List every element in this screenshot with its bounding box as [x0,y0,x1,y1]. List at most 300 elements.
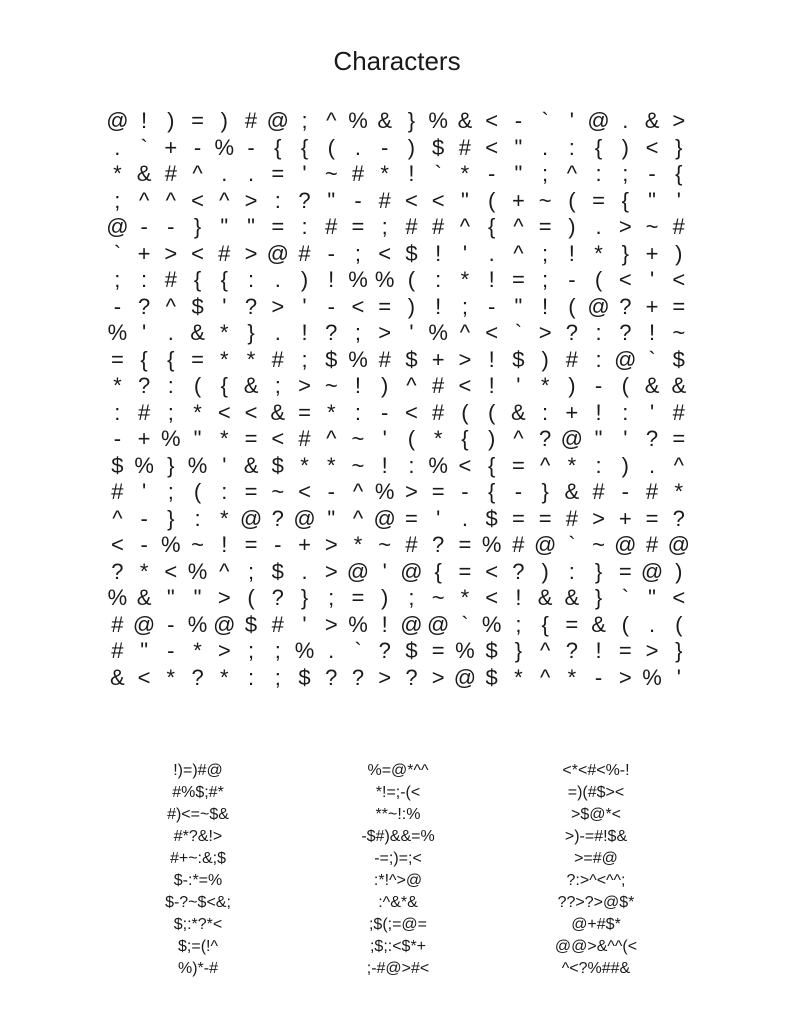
grid-cell: = [431,479,445,505]
grid-cell: ( [487,399,496,425]
grid-cell: ? [538,426,552,452]
grid-cell: ( [568,187,576,213]
word-item: **~!:% [375,806,421,823]
grid-cell: - [193,134,202,160]
grid-cell: ~ [324,373,338,399]
grid-cell: ~ [538,187,552,213]
grid-cell: @ [427,611,450,637]
grid-cell: % [642,664,662,690]
grid-row [104,400,692,427]
grid-cell: % [428,452,448,478]
grid-row [104,267,692,294]
grid-cell: ( [621,611,629,637]
grid-cell: ? [137,373,151,399]
grid-cell: > [271,293,285,319]
grid-cell: > [458,346,472,372]
grid-cell: < [191,187,204,213]
grid-cell: ~ [324,161,338,187]
grid-cell: : [568,558,575,584]
grid-row [104,214,692,241]
grid-cell: = [645,505,659,531]
grid-cell: ' [222,293,227,319]
grid-cell: ) [568,373,576,399]
grid-cell: ? [137,293,151,319]
grid-cell: % [348,108,368,134]
grid-cell: ) [381,373,389,399]
grid-cell: @ [213,611,236,637]
grid-cell: % [428,108,448,134]
grid-row [104,559,692,586]
word-item: $-:*=% [173,872,223,889]
grid-cell: ! [328,267,335,293]
grid-cell: * [220,664,229,690]
grid-cell: & [644,108,660,134]
grid-cell: = [458,532,472,558]
grid-cell: ( [568,293,576,319]
grid-cell: - [327,479,335,505]
grid-cell: - [568,267,576,293]
grid-cell: = [244,426,258,452]
grid-cell: * [326,399,336,425]
grid-cell: - [247,134,255,160]
grid-cell: & [644,373,660,399]
grid-cell: { [594,134,603,160]
grid-cell: * [540,373,550,399]
grid-cell: ? [325,664,338,690]
grid-cell: $ [271,558,284,584]
grid-cell: - [140,505,148,531]
grid-cell: $ [405,240,418,266]
grid-cell: # [271,611,284,637]
word-item: -=;)=;< [374,850,422,867]
word-item: :^&*& [378,894,418,911]
grid-cell: @ [400,558,423,584]
grid-cell: ` [568,532,576,558]
grid-cell: ^ [459,320,471,346]
word-item: @+#$* [571,916,621,933]
grid-cell: " [514,161,523,187]
grid-cell: ! [221,532,228,558]
grid-cell: < [271,426,285,452]
grid-cell: ) [300,267,309,293]
grid-cell: : [247,267,255,293]
grid-cell: : [247,664,255,690]
grid-cell: # [325,214,338,240]
grid-cell: + [137,240,151,266]
grid-cell: + [298,532,311,558]
grid-cell: * [246,346,256,372]
grid-cell: : [167,373,174,399]
grid-cell: { [461,426,469,452]
grid-cell: ' [382,426,387,452]
grid-row [104,161,692,188]
grid-cell: & [591,611,606,637]
grid-cell: * [674,479,684,505]
grid-cell: # [565,505,578,531]
grid-cell: < [244,399,258,425]
grid-cell: # [271,346,284,372]
grid-cell: - [381,399,389,425]
grid-cell: . [114,134,121,160]
grid-cell: : [595,452,602,478]
grid-cell: ' [142,479,147,505]
grid-cell: ? [351,664,365,690]
grid-cell: ~ [271,479,285,505]
grid-cell: : [354,399,362,425]
grid-cell: ? [378,638,391,664]
grid-cell: > [217,585,231,611]
grid-cell: & [243,452,259,478]
grid-cell: * [220,320,229,346]
grid-cell: ~ [351,426,365,452]
grid-cell: : [622,399,629,425]
grid-cell: ( [407,426,416,452]
grid-cell: ? [645,426,659,452]
grid-cell: # [672,214,685,240]
grid-cell: @ [587,293,610,319]
grid-cell: + [645,293,659,319]
grid-cell: % [481,611,502,637]
grid-cell: ^ [165,293,176,319]
grid-cell: # [645,532,659,558]
grid-cell: - [140,532,148,558]
grid-cell: ' [649,399,655,425]
grid-cell: { [193,267,202,293]
word-item: %)*-# [177,960,218,977]
grid-cell: ~ [592,532,606,558]
grid-cell: - [327,293,335,319]
grid-cell: ; [114,187,121,213]
grid-cell: ; [301,346,308,372]
grid-cell: ; [167,399,174,425]
grid-cell: { [487,214,496,240]
grid-cell: : [568,134,575,160]
grid-cell: ; [301,108,308,134]
word-item: ^<?%##& [561,960,631,977]
grid-cell: $ [432,134,445,160]
word-item: ?:>^<^^; [566,872,626,889]
grid-cell: ^ [539,638,551,664]
word-item: ;$;:<$*+ [369,938,427,955]
grid-cell: % [374,479,395,505]
grid-cell: . [461,505,468,531]
grid-cell: = [351,585,365,611]
grid-row [104,294,692,321]
grid-cell: ) [621,452,629,478]
grid-cell: ; [408,585,415,611]
grid-cell: + [645,240,659,266]
grid-cell: ? [325,320,338,346]
word-item: #*?&!> [173,828,223,845]
grid-cell: @ [266,240,289,266]
grid-row [104,426,692,453]
grid-cell: % [348,267,368,293]
grid-cell: ` [113,240,122,266]
grid-cell: = [458,558,472,584]
grid-cell: + [511,187,525,213]
grid-cell: + [431,346,445,372]
grid-cell: * [166,664,176,690]
grid-cell: . [622,108,629,134]
grid-cell: { [675,161,683,187]
grid-row [104,373,692,400]
grid-cell: - [167,611,175,637]
word-item: :*!^>@ [373,872,423,889]
grid-row [104,585,692,612]
grid-cell: ? [191,664,204,690]
grid-cell: * [460,267,470,293]
word-column-3 [486,760,706,980]
grid-cell: + [565,399,579,425]
grid-cell: > [324,611,338,637]
grid-cell: * [193,638,202,664]
grid-cell: : [542,399,549,425]
grid-cell: > [217,638,231,664]
grid-cell: % [187,611,208,637]
word-item: ;$(;=@= [368,916,428,933]
grid-cell: ` [621,585,629,611]
grid-cell: . [301,558,308,584]
grid-cell: ^ [112,505,123,531]
grid-cell: @ [266,108,289,134]
grid-cell: ( [407,267,416,293]
word-column-1 [88,760,308,980]
grid-cell: > [324,532,338,558]
grid-cell: - [514,479,523,505]
grid-cell: < [485,558,499,584]
grid-cell: = [271,214,285,240]
grid-cell: # [111,611,124,637]
grid-cell: = [565,611,579,637]
grid-cell: ; [622,161,629,187]
grid-cell: * [353,532,363,558]
grid-cell: : [595,346,602,372]
grid-cell: & [564,479,580,505]
grid-cell: > [164,240,178,266]
grid-cell: = [672,293,686,319]
grid-cell: - [113,426,122,452]
grid-cell: @ [560,426,584,452]
grid-cell: ^ [673,452,684,478]
grid-row [104,479,692,506]
grid-cell: > [618,214,632,240]
grid-cell: + [618,505,632,531]
grid-cell: % [455,638,475,664]
grid-cell: - [461,479,469,505]
grid-cell: @ [132,611,156,637]
grid-cell: $ [485,505,498,531]
grid-cell: ' [302,611,307,637]
grid-cell: < [485,108,499,134]
grid-cell: " [220,214,229,240]
grid-row [104,665,692,692]
grid-cell: > [405,479,418,505]
word-item: #)<=~$& [167,806,229,823]
grid-cell: & [377,108,393,134]
grid-cell: { [140,346,148,372]
grid-cell: . [542,134,549,160]
grid-cell: ~ [191,532,204,558]
grid-cell: < [405,399,418,425]
grid-cell: @ [640,558,664,584]
grid-cell: ~ [351,452,365,478]
grid-cell: ) [675,240,683,266]
grid-cell: } [594,585,603,611]
grid-cell: $ [672,346,685,372]
grid-cell: ! [488,373,495,399]
grid-cell: ^ [513,426,524,452]
grid-cell: ! [648,320,656,346]
grid-cell: @ [293,505,316,531]
grid-cell: ? [298,187,311,213]
grid-cell: ) [381,585,389,611]
grid-cell: < [672,585,686,611]
grid-cell: > [244,187,258,213]
grid-cell: ^ [326,426,337,452]
grid-cell: ' [222,452,227,478]
grid-cell: } [594,558,603,584]
grid-cell: > [324,558,338,584]
grid-cell: ; [274,664,281,690]
grid-cell: < [164,558,178,584]
grid-cell: ; [247,638,255,664]
grid-cell: { [621,187,629,213]
grid-cell: - [621,479,629,505]
grid-cell: ^ [352,479,364,505]
grid-cell: < [672,267,686,293]
grid-cell: < [458,373,472,399]
grid-cell: * [380,161,389,187]
grid-cell: : [274,187,281,213]
grid-cell: ^ [513,214,524,240]
grid-cell: ( [675,611,683,637]
grid-cell: $ [244,611,258,637]
grid-cell: ? [512,558,525,584]
grid-cell: % [107,585,128,611]
page-title: Characters [333,46,461,76]
grid-cell: = [592,187,606,213]
grid-cell: & [110,664,125,690]
grid-cell: " [193,585,202,611]
grid-cell: ( [621,373,629,399]
grid-cell: ; [354,320,362,346]
grid-cell: { [487,452,496,478]
grid-cell: % [481,532,502,558]
grid-cell: " [166,585,175,611]
grid-cell: # [218,240,231,266]
grid-cell: $ [271,452,284,478]
grid-cell: ) [541,558,549,584]
grid-cell: . [247,161,255,187]
grid-cell: < [485,134,499,160]
grid-cell: + [164,134,178,160]
grid-cell: = [351,214,365,240]
character-grid [104,108,692,691]
grid-cell: } [621,240,629,266]
grid-cell: . [488,240,495,266]
grid-cell: - [594,373,603,399]
grid-cell: = [191,346,204,372]
grid-cell: ` [461,611,469,637]
grid-cell: " [594,426,603,452]
grid-cell: + [137,426,151,452]
grid-cell: ; [247,558,255,584]
grid-cell: } [675,134,683,160]
grid-cell: > [298,373,311,399]
grid-cell: ^ [219,187,230,213]
grid-cell: . [648,611,656,637]
grid-cell: % [348,346,368,372]
grid-cell: } [167,505,175,531]
grid-cell: = [511,452,525,478]
grid-cell: < [351,293,365,319]
grid-cell: ( [247,585,255,611]
grid-cell: ; [381,214,388,240]
grid-cell: ` [541,108,549,134]
grid-cell: < [485,320,499,346]
grid-cell: . [274,320,281,346]
grid-cell: # [432,214,445,240]
grid-cell: - [648,161,656,187]
grid-cell: = [244,479,258,505]
grid-cell: { [274,134,282,160]
word-item: >$@*< [570,806,622,823]
grid-cell: ! [595,638,602,664]
grid-cell: ; [328,585,335,611]
grid-cell: # [137,399,151,425]
grid-row [104,108,692,135]
grid-cell: > [378,320,392,346]
grid-cell: ; [274,638,281,664]
grid-cell: ^ [138,187,150,213]
grid-cell: } [193,214,202,240]
grid-cell: % [107,320,128,346]
grid-cell: - [381,134,389,160]
grid-cell: - [354,187,362,213]
grid-cell: ; [542,161,549,187]
grid-cell: . [167,320,174,346]
grid-cell: } [247,320,255,346]
grid-cell: } [167,452,175,478]
grid-cell: . [274,267,281,293]
grid-cell: ? [565,320,578,346]
grid-cell: = [298,399,311,425]
grid-cell: ^ [539,452,551,478]
grid-cell: ^ [165,187,176,213]
grid-cell: ) [541,346,549,372]
grid-cell: . [221,161,228,187]
grid-cell: < [137,664,151,690]
grid-cell: : [595,161,602,187]
grid-cell: < [618,267,632,293]
grid-cell: > [538,320,552,346]
grid-cell: . [648,452,656,478]
grid-cell: ( [193,479,202,505]
grid-cell: $ [485,638,498,664]
grid-cell: # [672,399,685,425]
grid-cell: % [374,267,395,293]
grid-cell: > [592,505,606,531]
grid-cell: ~ [431,585,445,611]
grid-cell: ? [405,664,418,690]
grid-cell: # [432,373,445,399]
grid-cell: ! [488,267,495,293]
grid-cell: & [537,585,553,611]
grid-row [104,532,692,559]
grid-cell: # [298,240,311,266]
grid-cell: ! [381,452,388,478]
grid-cell: ; [542,240,549,266]
